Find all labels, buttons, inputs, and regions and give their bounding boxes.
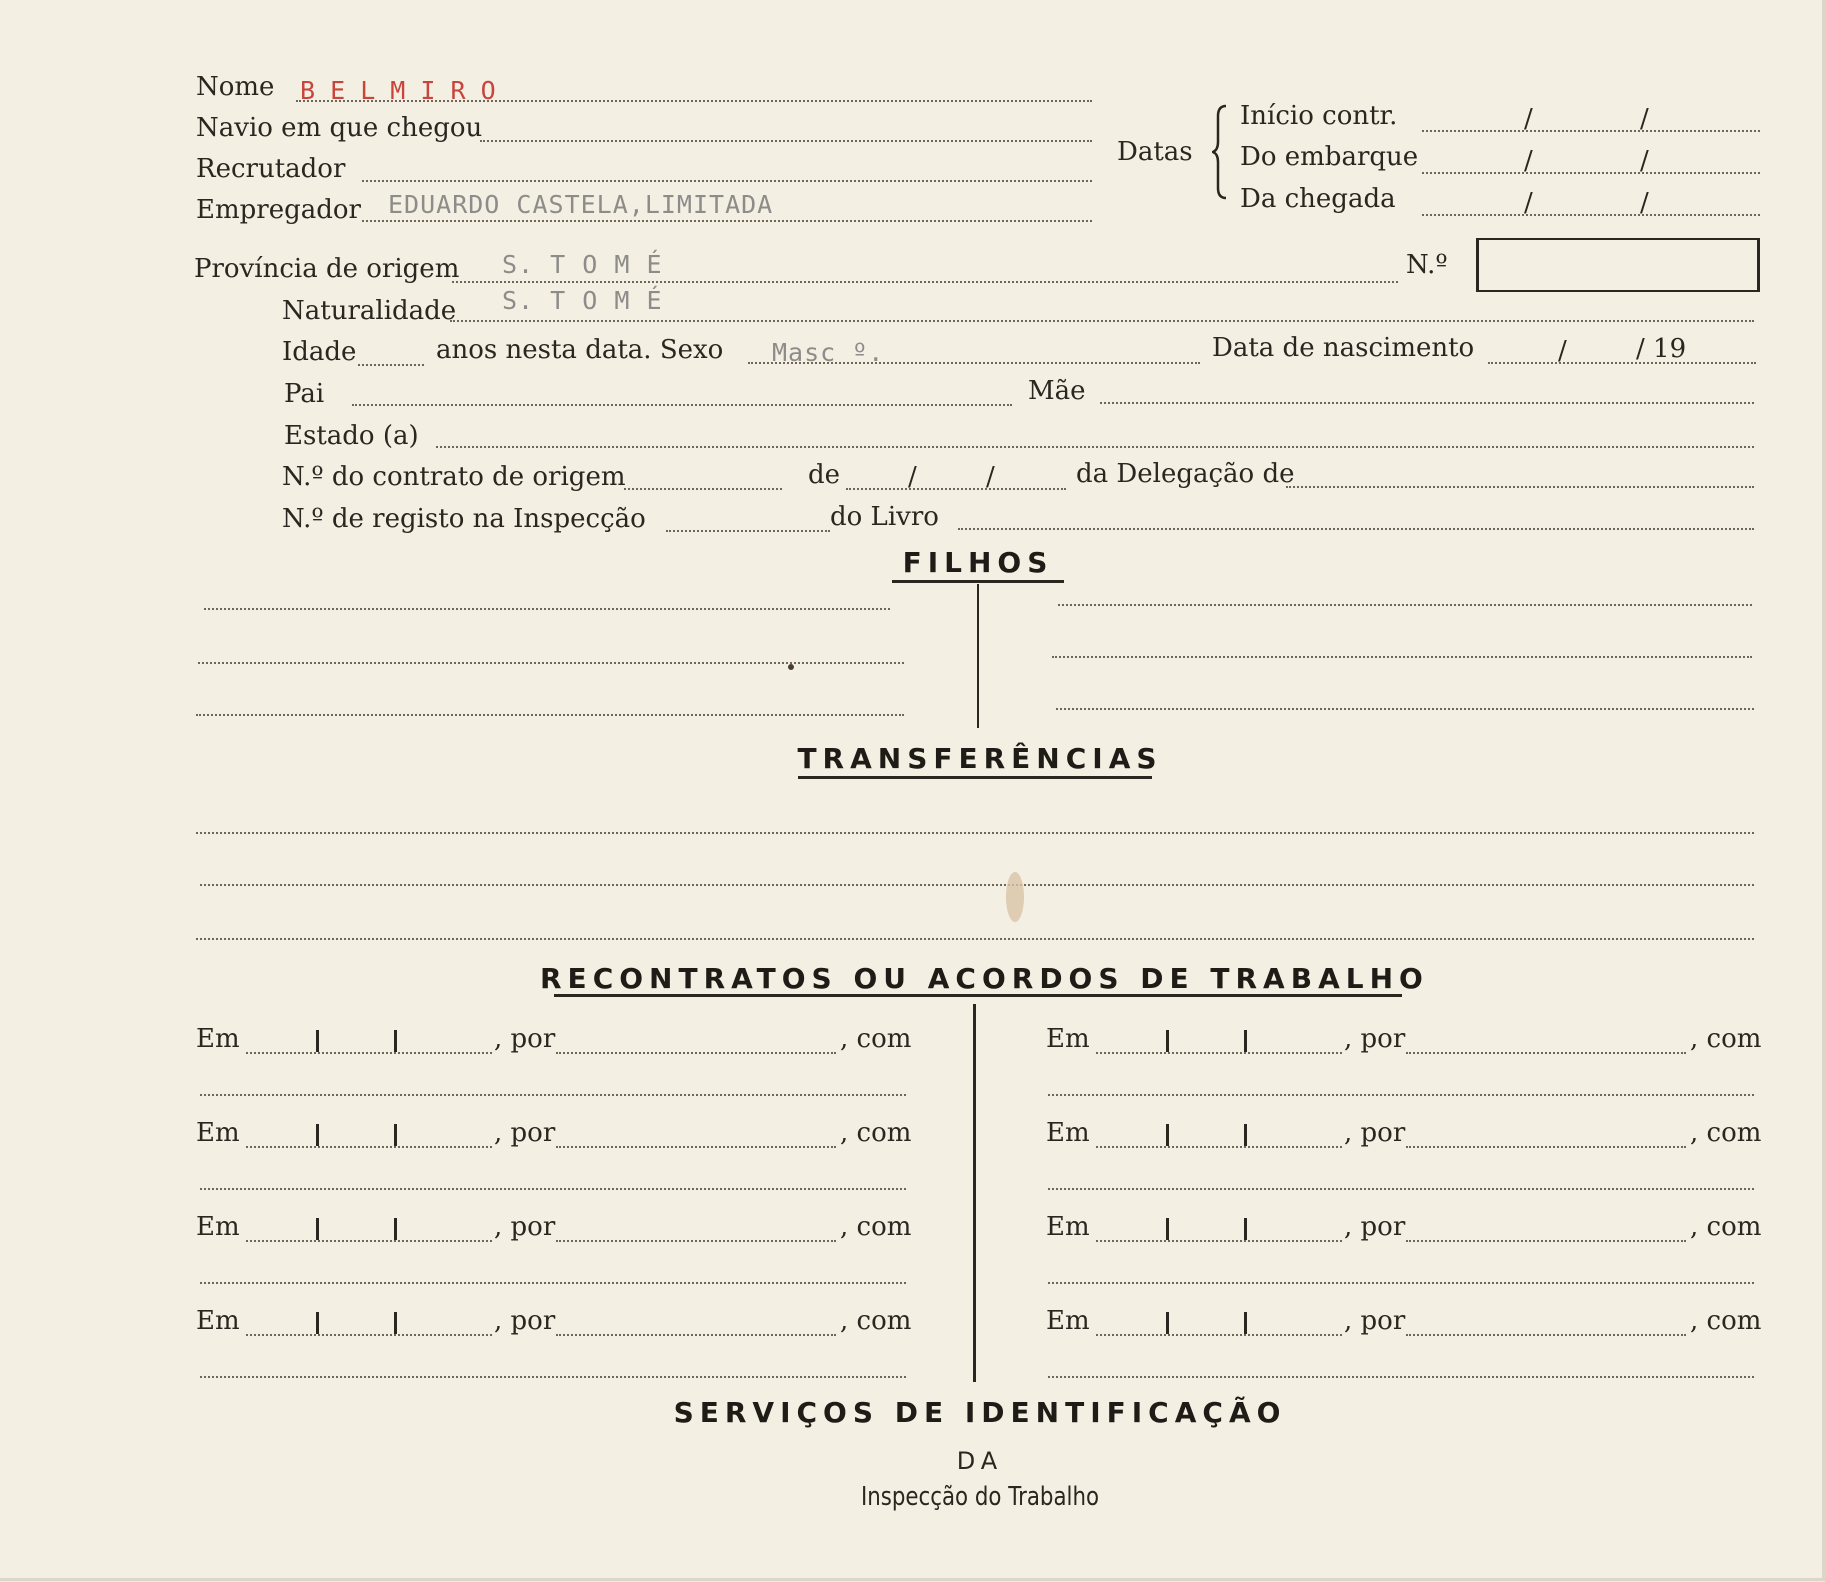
sexo-value: Masc º. [772, 338, 885, 367]
recontrato-left-1-date-separator [394, 1030, 397, 1052]
recontrato-right-1-em-label: Em [1046, 1024, 1090, 1054]
transferencias-line-3[interactable] [196, 938, 1754, 940]
recontrato-right-4-date-line[interactable] [1096, 1334, 1342, 1336]
numero-box[interactable] [1476, 238, 1760, 292]
recontrato-right-4-com-label: , com [1690, 1306, 1762, 1336]
contrato-slash-1: / [908, 462, 917, 492]
contrato-de-label: de [808, 460, 841, 490]
recontrato-left-2-date-line[interactable] [246, 1146, 492, 1148]
empregador-label: Empregador [196, 195, 361, 225]
recontrato-right-1-date-separator [1244, 1030, 1247, 1052]
recontrato-left-2-date-separator [394, 1124, 397, 1146]
recontrato-left-3-date-line[interactable] [246, 1240, 492, 1242]
numero-label: N.º [1406, 250, 1448, 280]
nome-value: B E L M I R O [300, 76, 496, 105]
filhos-heading: FILHOS [902, 546, 1054, 579]
recontrato-left-3-em-label: Em [196, 1212, 240, 1242]
embarque-slash-1: / [1524, 146, 1533, 176]
recontrato-right-1-date-separator [1166, 1030, 1169, 1052]
recontrato-right-4-por-line[interactable] [1406, 1334, 1686, 1336]
recontratos-heading: RECONTRATOS OU ACORDOS DE TRABALHO [540, 962, 1429, 995]
inicio-slash-2: / [1640, 104, 1649, 134]
livro-label: do Livro [830, 502, 939, 532]
recontrato-left-1-continuation-line[interactable] [200, 1094, 906, 1096]
recontrato-left-3-date-separator [316, 1218, 319, 1240]
recontrato-left-4-date-separator [394, 1312, 397, 1334]
chegada-slash-2: / [1640, 188, 1649, 218]
recontrato-left-1-date-line[interactable] [246, 1052, 492, 1054]
recontrato-right-1-por-label: , por [1344, 1024, 1406, 1054]
recontrato-left-4-por-line[interactable] [556, 1334, 836, 1336]
filhos-left-line-3[interactable] [196, 714, 904, 716]
recontrato-left-2-por-label: , por [494, 1118, 556, 1148]
provincia-label: Província de origem [194, 254, 460, 284]
provincia-value: S. T O M É [502, 250, 663, 279]
inicio-label: Início contr. [1240, 101, 1398, 131]
recontrato-right-3-com-label: , com [1690, 1212, 1762, 1242]
recontrato-left-2-date-separator [316, 1124, 319, 1146]
transferencias-line-1[interactable] [196, 832, 1754, 834]
pai-line[interactable] [352, 404, 1012, 406]
paper-speck [788, 664, 794, 670]
provincia-line[interactable] [452, 281, 1398, 283]
recontrato-left-4-date-separator [316, 1312, 319, 1334]
nascimento-year-prefix: / 19 [1636, 334, 1687, 364]
filhos-right-line-1[interactable] [1058, 604, 1752, 606]
recontrato-left-1-por-label: , por [494, 1024, 556, 1054]
filhos-left-line-1[interactable] [204, 608, 890, 610]
recontratos-underline [554, 994, 1402, 997]
recontrato-right-2-continuation-line[interactable] [1048, 1188, 1754, 1190]
recontrato-left-4-com-label: , com [840, 1306, 912, 1336]
recontrato-right-3-em-label: Em [1046, 1212, 1090, 1242]
recontrato-left-1-date-separator [316, 1030, 319, 1052]
registo-line[interactable] [666, 530, 830, 532]
footer-da: DA [956, 1447, 1004, 1475]
filhos-right-line-2[interactable] [1052, 656, 1752, 658]
recontratos-divider [973, 1004, 976, 1382]
chegada-line[interactable] [1422, 214, 1760, 216]
recontrato-right-1-por-line[interactable] [1406, 1052, 1686, 1054]
recontrato-right-2-por-label: , por [1344, 1118, 1406, 1148]
recontrato-right-2-com-label: , com [1690, 1118, 1762, 1148]
embarque-label: Do embarque [1240, 142, 1419, 172]
recrutador-line[interactable] [362, 180, 1092, 182]
recontrato-left-3-com-label: , com [840, 1212, 912, 1242]
recontrato-right-4-por-label: , por [1344, 1306, 1406, 1336]
idade-line[interactable] [358, 364, 424, 366]
recontrato-right-2-date-separator [1244, 1124, 1247, 1146]
mae-label: Mãe [1028, 376, 1086, 406]
contrato-line[interactable] [624, 488, 782, 490]
nascimento-slash: / [1558, 336, 1567, 366]
navio-line[interactable] [480, 140, 1092, 142]
empregador-line[interactable] [362, 220, 1092, 222]
nascimento-label: Data de nascimento [1212, 333, 1475, 363]
transferencias-line-2[interactable] [200, 884, 1754, 886]
nascimento-line[interactable] [1488, 362, 1756, 364]
filhos-divider [977, 584, 979, 728]
filhos-right-line-3[interactable] [1056, 708, 1754, 710]
delegacao-line[interactable] [1286, 486, 1754, 488]
nome-line[interactable] [296, 100, 1092, 102]
mae-line[interactable] [1100, 402, 1754, 404]
recontrato-left-1-em-label: Em [196, 1024, 240, 1054]
recontrato-right-3-por-label: , por [1344, 1212, 1406, 1242]
registo-label: N.º de registo na Inspecção [282, 504, 646, 534]
pai-label: Pai [284, 379, 325, 409]
recontrato-left-3-continuation-line[interactable] [200, 1282, 906, 1284]
recontrato-right-1-date-line[interactable] [1096, 1052, 1342, 1054]
recontrato-left-3-por-label: , por [494, 1212, 556, 1242]
inicio-slash-1: / [1524, 104, 1533, 134]
recontrato-right-3-date-line[interactable] [1096, 1240, 1342, 1242]
transferencias-heading: TRANSFERÊNCIAS [797, 742, 1163, 775]
recontrato-right-2-date-separator [1166, 1124, 1169, 1146]
recrutador-label: Recrutador [196, 154, 346, 184]
empregador-value: EDUARDO CASTELA,LIMITADA [388, 190, 774, 219]
recontrato-right-1-continuation-line[interactable] [1048, 1094, 1754, 1096]
recontrato-right-2-em-label: Em [1046, 1118, 1090, 1148]
recontrato-left-4-por-label: , por [494, 1306, 556, 1336]
nome-label: Nome [196, 72, 275, 102]
idade-label: Idade [282, 337, 357, 367]
datas-label: Datas [1117, 137, 1193, 167]
transferencias-underline [798, 776, 1152, 779]
navio-label: Navio em que chegou [196, 113, 483, 143]
recontrato-right-4-em-label: Em [1046, 1306, 1090, 1336]
recontrato-left-3-por-line[interactable] [556, 1240, 836, 1242]
recontrato-right-1-com-label: , com [1690, 1024, 1762, 1054]
recontrato-right-4-date-separator [1244, 1312, 1247, 1334]
recontrato-right-3-continuation-line[interactable] [1048, 1282, 1754, 1284]
filhos-left-line-2[interactable] [198, 662, 904, 664]
recontrato-right-4-continuation-line[interactable] [1048, 1376, 1754, 1378]
recontrato-left-4-date-line[interactable] [246, 1334, 492, 1336]
estado-label: Estado (a) [284, 421, 419, 451]
recontrato-right-3-date-separator [1166, 1218, 1169, 1240]
filhos-underline [892, 580, 1064, 583]
footer-inspeccao: Inspecção do Trabalho [860, 1482, 1100, 1512]
embarque-slash-2: / [1640, 146, 1649, 176]
paper-stain [1006, 872, 1024, 922]
recontrato-left-1-por-line[interactable] [556, 1052, 836, 1054]
recontrato-left-3-date-separator [394, 1218, 397, 1240]
recontrato-left-1-com-label: , com [840, 1024, 912, 1054]
recontrato-right-4-date-separator [1166, 1312, 1169, 1334]
contrato-slash-2: / [986, 462, 995, 492]
inicio-line[interactable] [1422, 130, 1760, 132]
contrato-date-line[interactable] [846, 488, 1066, 490]
recontrato-left-2-em-label: Em [196, 1118, 240, 1148]
recontrato-right-2-por-line[interactable] [1406, 1146, 1686, 1148]
recontrato-left-2-continuation-line[interactable] [200, 1188, 906, 1190]
recontrato-right-2-date-line[interactable] [1096, 1146, 1342, 1148]
naturalidade-label: Naturalidade [282, 296, 457, 326]
contrato-label: N.º do contrato de origem [282, 462, 626, 492]
recontrato-left-2-com-label: , com [840, 1118, 912, 1148]
recontrato-left-4-em-label: Em [196, 1306, 240, 1336]
anos-sexo-label: anos nesta data. Sexo [436, 335, 724, 365]
datas-brace [1212, 104, 1232, 200]
footer-servicos: SERVIÇOS DE IDENTIFICAÇÃO [673, 1396, 1287, 1429]
delegacao-label: da Delegação de [1076, 459, 1295, 489]
recontrato-right-3-por-line[interactable] [1406, 1240, 1686, 1242]
recontrato-right-3-date-separator [1244, 1218, 1247, 1240]
recontrato-left-4-continuation-line[interactable] [200, 1376, 906, 1378]
naturalidade-value: S. T O M É [502, 286, 663, 315]
embarque-line[interactable] [1422, 172, 1760, 174]
estado-line[interactable] [436, 446, 1754, 448]
sexo-line[interactable] [748, 362, 1200, 364]
recontrato-left-2-por-line[interactable] [556, 1146, 836, 1148]
naturalidade-line[interactable] [450, 320, 1754, 322]
chegada-label: Da chegada [1240, 184, 1396, 214]
chegada-slash-1: / [1524, 188, 1533, 218]
livro-line[interactable] [958, 528, 1754, 530]
